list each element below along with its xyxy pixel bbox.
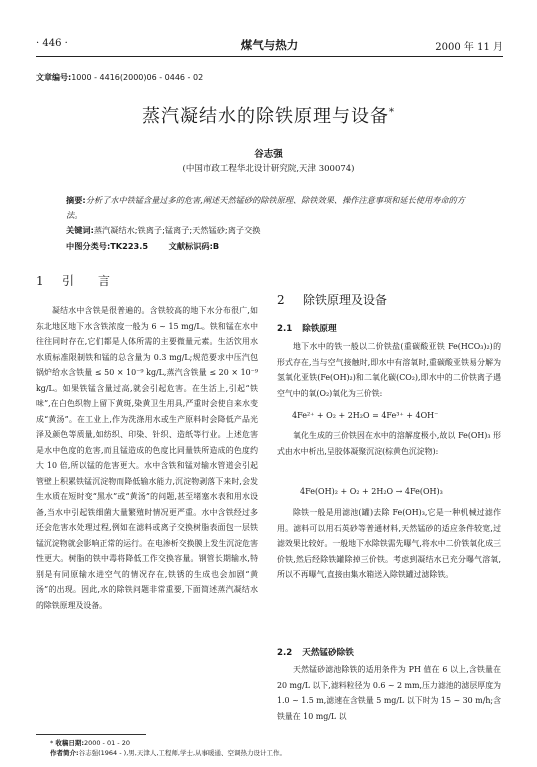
clc-value: TK223.5 — [110, 241, 149, 251]
author-bio-label: 作者简介: — [50, 748, 79, 757]
document-code-value: B — [212, 241, 220, 251]
subsection-2-2-body — [277, 662, 501, 724]
abstract-label: 摘要: — [66, 195, 86, 205]
subsection-2-1-number: 2.1 — [277, 324, 293, 334]
subsection-2-1-heading — [277, 322, 337, 334]
abstract — [66, 193, 476, 223]
article-title — [0, 102, 537, 128]
page-number: · 446 · — [36, 38, 68, 49]
paragraph-precipitation: 氧化生成的三价铁因在水中的溶解度极小,故以 Fe(OH)₃ 形式由水中析出,呈胶体凝聚沉淀(棕黄色沉淀物): — [277, 431, 501, 456]
subsection-2-2-heading — [277, 646, 354, 658]
header-rule — [36, 56, 503, 57]
paragraph-filtration-block — [277, 505, 501, 583]
subsection-2-2-number: 2.2 — [277, 648, 293, 658]
section-1-number: 1 — [36, 274, 44, 288]
paragraph-precipitation-block — [277, 428, 501, 459]
subsection-2-2-title: 天然锰砂除铁 — [302, 648, 354, 658]
paragraph-manganese-sand: 天然锰砂滤池除铁的适用条件为 PH 值在 6 以上,含铁量在 20 mg/L 以下,滤料粒径为 0.6 ~ 2 mm,压力滤池的滤层厚度为 1.0 ~ 1.5 m,滤速在含铁量 5 mg/L 以下时为 15 ~ 30 m/h;含铁量在 10 mg/L 以 — [277, 665, 501, 721]
section-1-paragraph: 凝结水中含铁是很普遍的。含铁较高的地下水分布很广,如东北地区地下水含铁浓度一般为 6 ~ 15 mg/L。铁和锰在水中往往同时存在,它们都是人体所需的主要微量元素。生活饮用水水质标准限制铁和锰的总含量为 0.3 mg/L;规范要求中压汽包锅炉给水含铁量 ≤ 50 × 10⁻⁹ kg/L,蒸汽含铁量 ≤ 20 × 10⁻⁹ kg/L。如果铁锰含量过高,就会引起危害。在生活上,引起“铁味”,在白色织物上留下黄斑,染黄卫生用具,严重时会使自来水变成“黄汤”。在工业上,作为洗涤用水或生产原料时会降低产品光泽及颜色等质量,如纺织、印染、针织、造纸等行业。上述危害是水中色度的危害,而且锰造成的色度比同量铁所造成的色度约大 10 倍,所以锰的危害更大。水中含铁和锰对输水管道会引起管壁上积累铁锰沉淀物而降低输水能力,沉淀物剥落下来时,会发生水质在短时变“黑水”或“黄汤”的问题,甚至堵塞水表和用水设备,当水中引起铁细菌大量繁殖时情况更严重。水中含铁经过多还会危害水处理过程,例如在滤料或离子交换树脂表面包一层铁锰沉淀物就会影响正常的运行。在电渗析交换膜上发生沉淀危害性更大。树脂的铁中毒将降低工作交换容量。钢管长期输水,特别是有同原输水进空气的情况存在,铁锈的生成也会加剧“黄汤”的出现。因此,水的除铁问题非常重要,下面简述蒸汽凝结水的除铁原理及设备。 — [36, 306, 258, 610]
subsection-2-1-title: 除铁原理 — [302, 324, 337, 334]
clc-code — [66, 241, 148, 251]
author-name: 谷志强 — [254, 149, 283, 160]
section-2-heading — [277, 291, 387, 308]
article-title-text: 蒸汽凝结水的除铁原理与设备 — [142, 106, 389, 127]
article-number-label: 文章编号: — [36, 73, 72, 82]
section-2-number: 2 — [277, 293, 285, 307]
equation-2: 4Fe(OH)₂ + O₂ + 2H₂O → 4Fe(OH)₃ — [300, 487, 443, 496]
section-1-title: 引 言 — [62, 274, 111, 288]
section-1-body — [36, 303, 258, 613]
keywords-label: 关键词: — [66, 225, 94, 235]
keywords — [66, 223, 486, 238]
subsection-2-1-body — [277, 339, 501, 401]
author-bio — [50, 749, 286, 759]
keywords-text: 蒸汽凝结水;铁离子;锰离子;天然锰砂;离子交换 — [93, 225, 261, 235]
footnote-rule — [36, 734, 146, 735]
equation-1: 4Fe²⁺ + O₂ + 2H₂O = 4Fe³⁺ + 4OH⁻ — [292, 411, 439, 420]
abstract-text: 分析了水中铁锰含量过多的危害,阐述天然锰砂的除铁原理、除铁效果、操作注意事项和延长使用寿命的方法。 — [66, 195, 465, 220]
clc-label: 中图分类号: — [66, 241, 111, 251]
journal-name: 煤气与热力 — [240, 38, 299, 52]
paragraph-filtration: 除铁一般是用滤池(罐)去除 Fe(OH)₃,它是一种机械过滤作用。滤料可以用石英砂等普通材料,天然锰砂的适应条件较宽,过滤效果比较好。一般地下水除铁需先曝气,将水中二价铁氧化成三价铁,然后经除铁罐除掉三价铁。考虑到凝结水已充分曝气溶氧,所以不再曝气,直接由集水箱送入除铁罐过滤除铁。 — [277, 508, 501, 579]
section-1-heading — [36, 272, 110, 289]
received-date — [50, 739, 286, 749]
paragraph-iron-oxidation: 地下水中的铁一般以二价铁盐(重碳酸亚铁 Fe(HCO₃)₂)的形式存在,当与空气接触时,即水中有溶氧时,重碳酸亚铁易分解为氢氧化亚铁(Fe(OH)₂)和二氧化碳(CO₂),即水中的二价铁离子遇空气中的氧(O₂)氧化为三价铁: — [277, 342, 501, 398]
article-number — [36, 72, 203, 83]
running-header — [36, 38, 503, 54]
section-2-title: 除铁原理及设备 — [303, 293, 388, 307]
author-affiliation: (中国市政工程华北设计研究院,天津 300074) — [182, 164, 355, 174]
title-footnote-marker: * — [50, 739, 54, 747]
received-label: 收稿日期: — [55, 739, 84, 747]
document-code — [169, 241, 219, 251]
title-footnote-mark: * — [389, 107, 395, 118]
issue-date: 2000 年 11 月 — [435, 42, 503, 53]
footnotes — [50, 739, 286, 758]
received-value: 2000 - 01 - 20 — [83, 739, 130, 747]
document-code-label: 文献标识码: — [168, 241, 213, 251]
classification-codes — [66, 239, 486, 254]
author-bio-text: 谷志强(1964 - ),男,天津人,工程师,学士,从事暖通、空调热力设计工作。 — [78, 748, 287, 757]
article-number-value: 1000 - 4416(2000)06 - 0446 - 02 — [71, 73, 204, 82]
